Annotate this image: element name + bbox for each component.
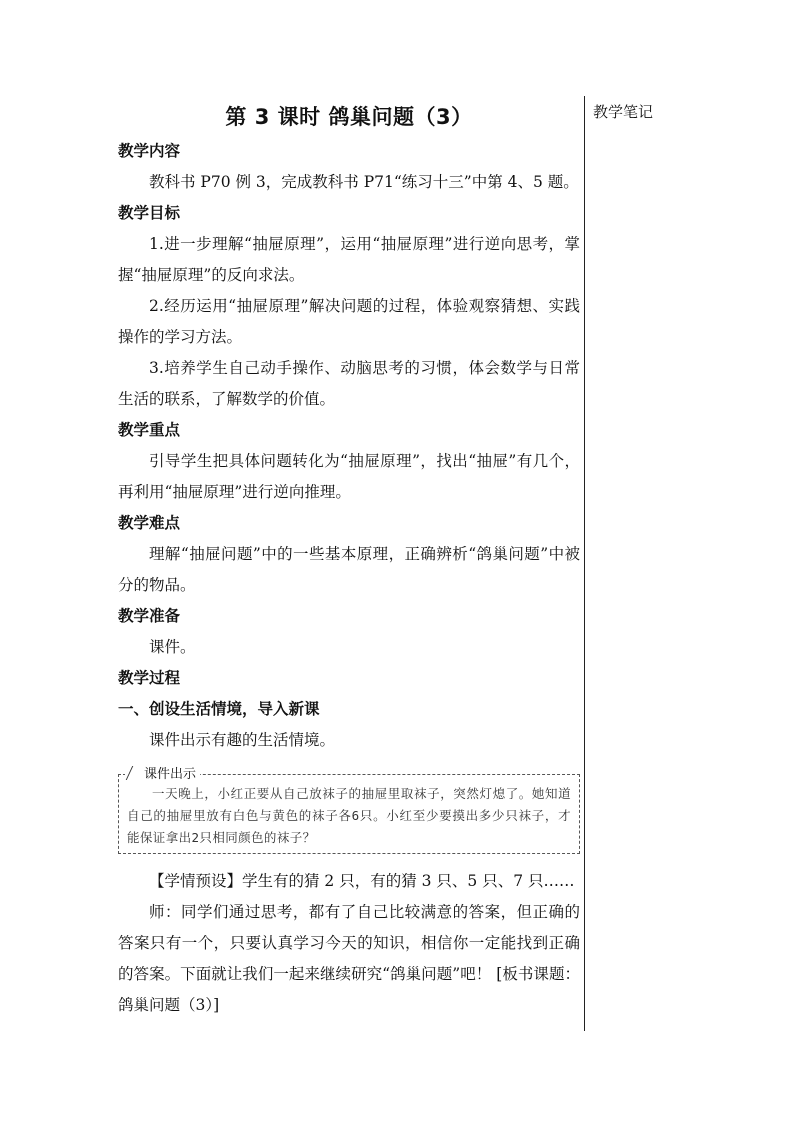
page-title: 第 3 课时 鸽巢问题（3）	[225, 105, 473, 129]
courseware-card	[118, 767, 580, 854]
step-1-text: 课件出示有趣的生活情境。	[149, 731, 336, 749]
step-1-heading: 一、创设生活情境，导入新课	[118, 700, 320, 718]
column-divider	[584, 96, 585, 1031]
heading-teaching-content: 教学内容	[118, 142, 181, 160]
heading-difficulties: 教学难点	[118, 514, 181, 532]
heading-teaching-goals: 教学目标	[118, 204, 181, 222]
goal-1-text: 1.进一步理解“抽屉原理”，运用“抽屉原理”进行逆向思考，掌握“抽屉原理”的反向求法。	[118, 235, 580, 284]
difficulties-text: 理解“抽屉问题”中的一些基本原理，正确辨析“鸽巢问题”中被分的物品。	[118, 545, 580, 594]
teacher-speech-text: 师：同学们通过思考，都有了自己比较满意的答案，但正确的答案只有一个，只要认真学习今天的知识，相信你一定能找到正确的答案。下面就让我们一起来继续研究“鸽巢问题”吧！ [板书课题：鸽巢问题（3）]	[118, 903, 580, 1014]
goal-3-text: 3.培养学生自己动手操作、动脑思考的习惯，体会数学与日常生活的联系，了解数学的价值。	[118, 359, 580, 408]
heading-teaching-process: 教学过程	[118, 669, 181, 687]
courseware-tab-label: 课件出示	[144, 767, 197, 782]
pen-stroke-icon	[126, 766, 144, 780]
heading-key-points: 教学重点	[118, 421, 181, 439]
teaching-content-text: 教科书 P70 例 3，完成教科书 P71“练习十三”中第 4、5 题。	[149, 173, 579, 191]
heading-preparation: 教学准备	[118, 607, 181, 625]
courseware-tab	[125, 763, 200, 782]
courseware-story-text: 一天晚上，小红正要从自己放袜子的抽屉里取袜子，突然灯熄了。她知道自己的抽屉里放有白色与黄色的袜子各6只。小红至少要摸出多少只袜子，才能保证拿出2只相同颜色的袜子？	[127, 786, 571, 845]
goal-2-text: 2.经历运用“抽屉原理”解决问题的过程，体验观察猜想、实践操作的学习方法。	[118, 297, 580, 346]
teaching-notes-label: 教学笔记	[593, 103, 654, 121]
main-content	[118, 98, 580, 1021]
student-preset-text: 【学情预设】学生有的猜 2 只，有的猜 3 只、5 只、7 只……	[149, 872, 575, 890]
key-points-text: 引导学生把具体问题转化为“抽屉原理”，找出“抽屉”有几个，再利用“抽屉原理”进行逆向推理。	[118, 452, 580, 501]
preparation-text: 课件。	[149, 638, 196, 656]
